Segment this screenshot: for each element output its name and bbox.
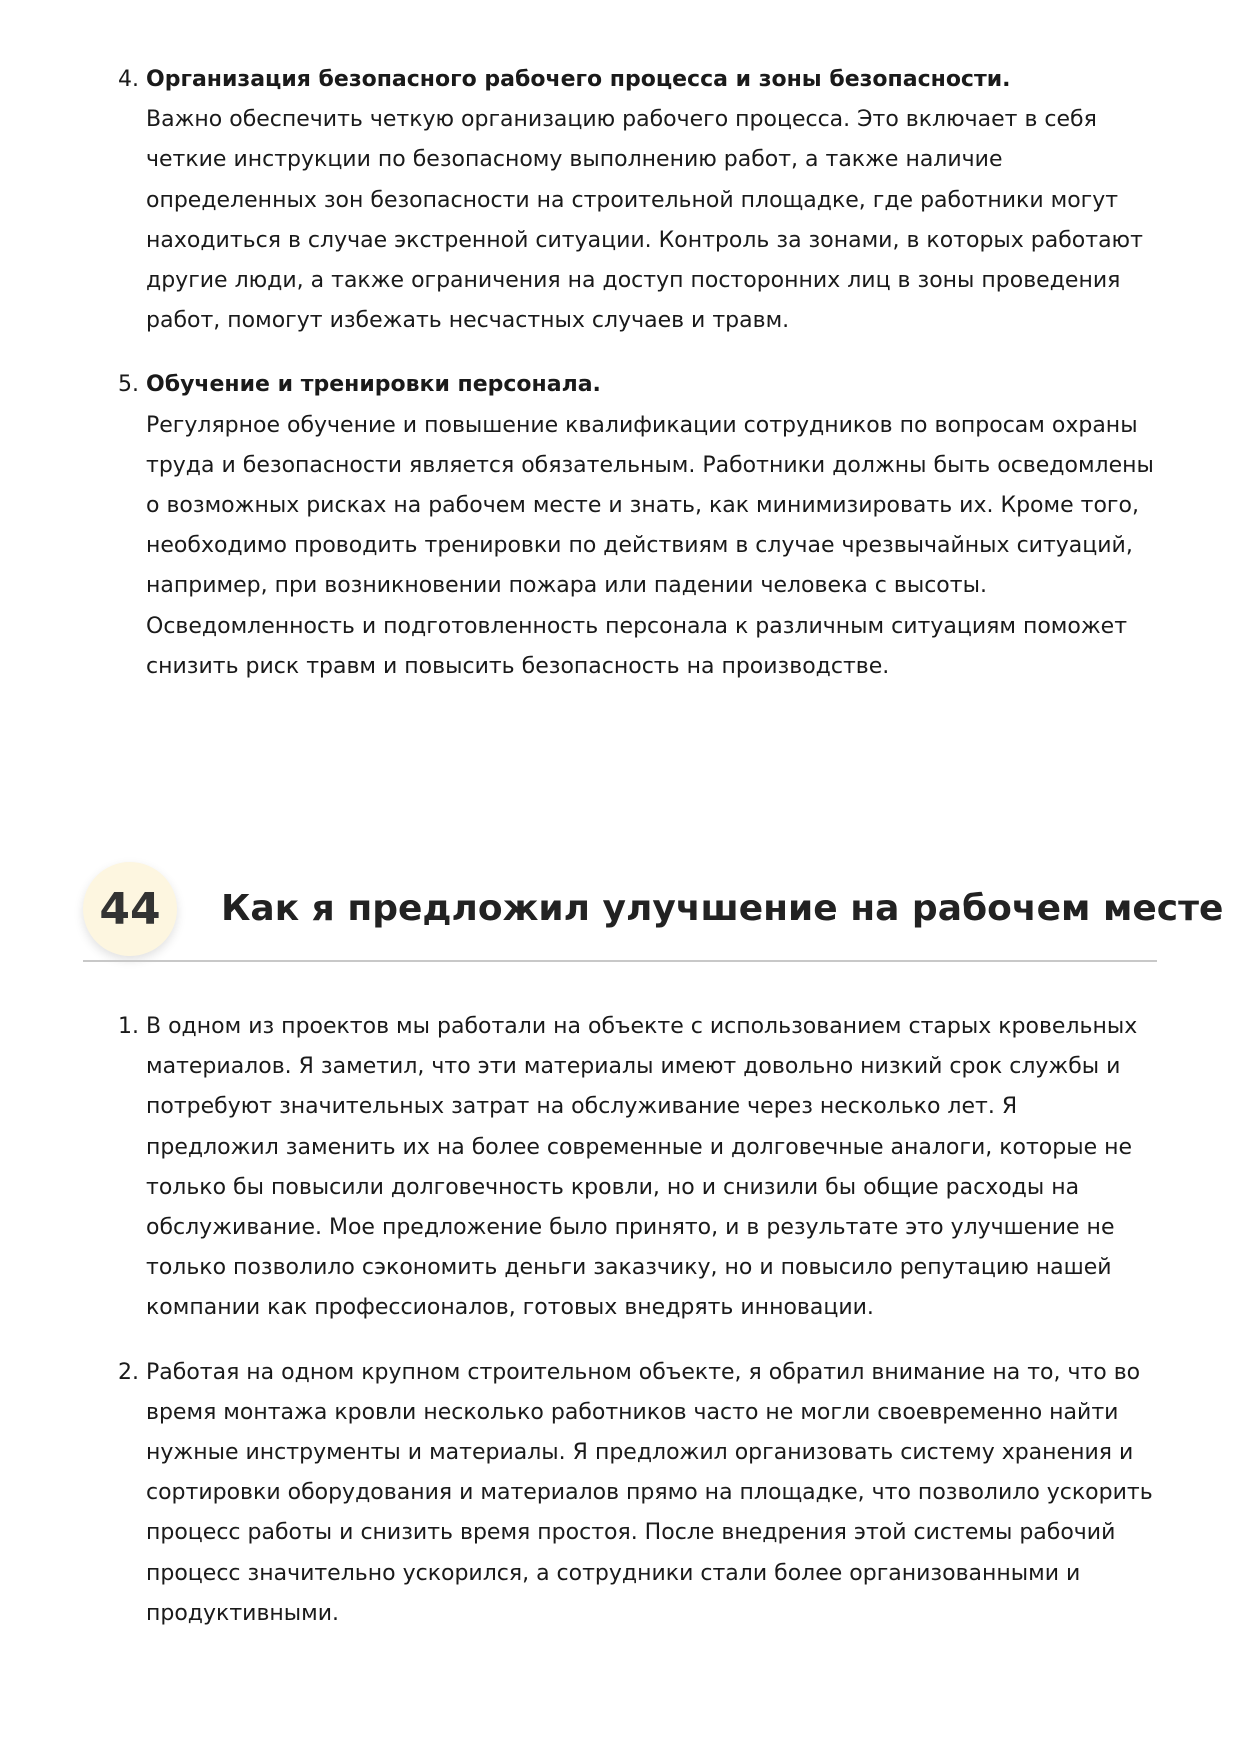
improvement-list bbox=[0, 1007, 1239, 1634]
list-item bbox=[0, 60, 1239, 341]
list-item-text: В одном из проектов мы работали на объекте с использованием старых кровельных материалов. Я заметил, что эти материалы имеют довольно низкий срок службы и потребуют значительных затрат на обслуживание через несколько лет. Я предложил заменить их на более современные и долговечные аналоги, которые не только бы повысили долговечность кровли, но и снизили бы общие расходы на обслуживание. Мое предложение было принято, и в результате это улучшение не только позволило сэкономить деньги заказчику, но и повысило репутацию нашей компании как профессионалов, готовых внедрять инновации. bbox=[146, 1014, 1138, 1321]
list-item-title: Организация безопасного рабочего процесса и зоны безопасности. bbox=[146, 67, 1011, 92]
list-item-number: 2. bbox=[118, 1359, 139, 1385]
section-header bbox=[83, 862, 1224, 962]
list-item-text: Важно обеспечить четкую организацию рабочего процесса. Это включает в себя четкие инструкции по безопасному выполнению работ, а также наличие определенных зон безопасности на строительной площадке, где работники могут находиться в случае экстренной ситуации. Контроль за зонами, в которых работают другие люди, а также ограничения на доступ посторонних лиц в зоны проведения работ, помогут избежать несчастных случаев и травм. bbox=[146, 107, 1143, 334]
list-item-text: Работая на одном крупном строительном объекте, я обратил внимание на то, что во время монтажа кровли несколько работников часто не могли своевременно найти нужные инструменты и материалы. Я предложил организовать систему хранения и сортировки оборудования и материалов прямо на площадке, что позволило ускорить процесс работы и снизить время простоя. После внедрения этой системы рабочий процесс значительно ускорился, а сотрудники стали более организованными и продуктивными. bbox=[146, 1359, 1153, 1626]
section-title: Как я предложил улучшение на рабочем месте bbox=[221, 888, 1224, 929]
list-item-title: Обучение и тренировки персонала. bbox=[146, 372, 601, 398]
section-divider bbox=[83, 960, 1157, 962]
section-number-badge: 44 bbox=[83, 862, 177, 956]
list-item bbox=[0, 1353, 1239, 1634]
list-item-number: 4. bbox=[118, 67, 139, 92]
list-item bbox=[0, 365, 1239, 687]
list-item-number: 5. bbox=[118, 372, 139, 398]
list-item bbox=[0, 1007, 1239, 1329]
list-item-text: Регулярное обучение и повышение квалификации сотрудников по вопросам охраны труда и безопасности является обязательным. Работники должны быть осведомлены о возможных рисках на рабочем месте и знать, как минимизировать их. Кроме того, необходимо проводить тренировки по действиям в случае чрезвычайных ситуаций, например, при возникновении пожара или падении человека с высоты. Осведомленность и подготовленность персонала к различным ситуациям поможет снизить риск травм и повысить безопасность на производстве. bbox=[146, 412, 1154, 679]
list-item-number: 1. bbox=[118, 1014, 139, 1039]
safety-list bbox=[0, 60, 1239, 687]
